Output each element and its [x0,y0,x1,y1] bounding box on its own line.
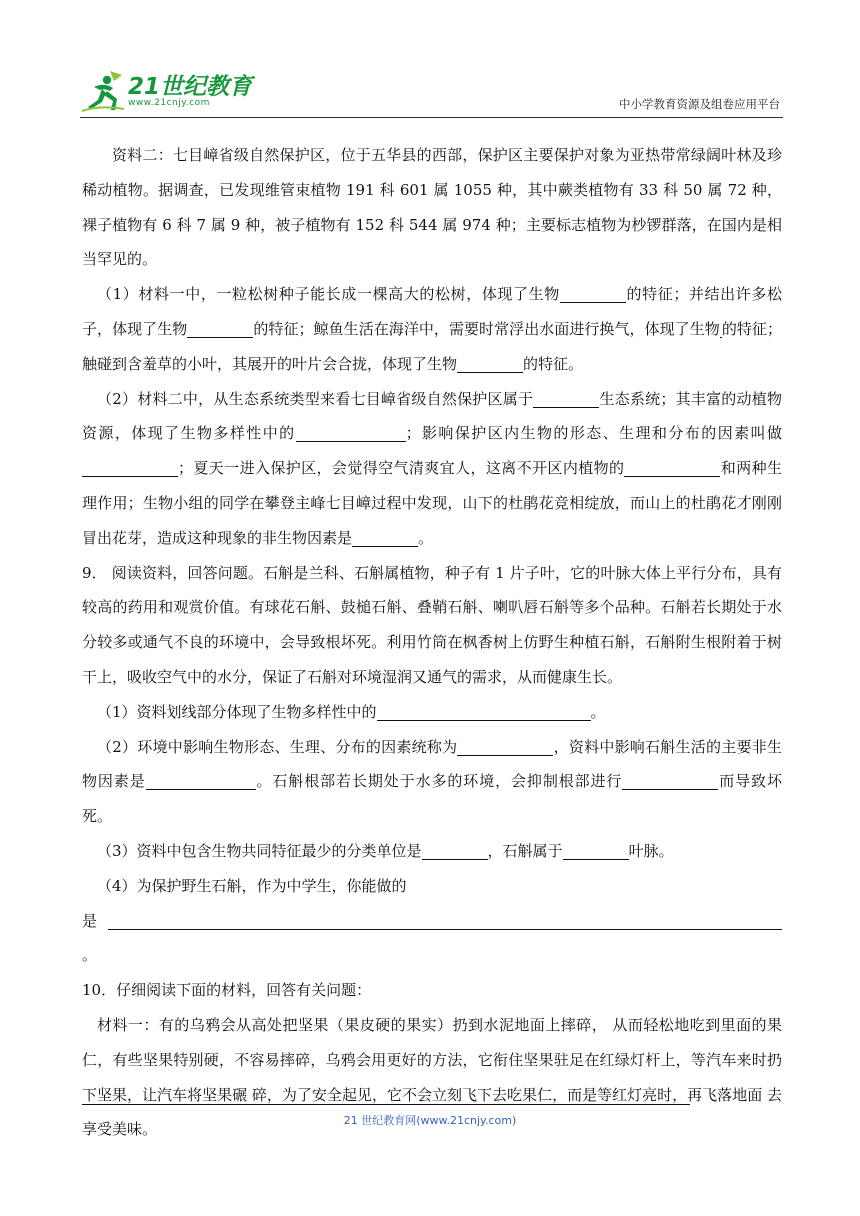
answer-blank[interactable] [108,911,782,930]
question-8-2: （2）材料二中，从生态系统类型来看七目嶂省级自然保护区属于 生态系统；其丰富的动植物资源，体现了生物多样性中的 ；影响保护区内生物的形态、生理和分布的因素叫做；夏天一进入保护区，会觉得空气清爽宜人，这离不开区内植物的 和两种生理作用；生物小组的同学在攀登主峰七目嶂过程中发现，山下的杜鹃花竞相绽放，而山上的杜鹃花才刚刚冒出花芽，造成这种现象的非生物因素是 。 [82,389,782,547]
logo-wordmark: 21世纪教育 [128,74,253,100]
question-10-material-one: 材料一：有的乌鸦会从高处把坚果（果皮硬的果实）扔到水泥地面上摔碎， 从而轻松地吃到里面的果仁，有些坚果特别硬，不容易摔碎，乌鸦会用更好的方法，它衔住坚果驻足在红绿灯杆上，等汽车来时扔下坚果，让汽车将坚果碾 碎，为了安全起见，它不会立刻飞下去吃果仁，而是等红灯亮时，再飞落地面 去享受美味。 [82,1015,782,1139]
blank[interactable] [560,284,626,303]
question-9-4-answer-line: 是。 [82,904,782,974]
question-9-2: （2）环境中影响生物形态、生理、分布的因素统称为 ，资料中影响石斛生活的主要非生物因素是 。石斛根部若长期处于水多的环境，会抑制根部进行 而导致坏死。 [82,737,782,826]
blank[interactable] [377,702,591,721]
page-header [80,62,780,118]
question-8-1: （1）材料一中，一粒松树种子能长成一棵高大的松树，体现了生物 的特征；并结出许多松子，体现了生物 的特征；鲸鱼生活在海洋中，需要时常浮出水面进行换气，体现了生物 的特征；触碰到含羞草的小叶，其展开的叶片会合拢，体现了生物 的特征。 [82,285,782,373]
blank[interactable] [82,458,178,477]
blank[interactable] [187,319,253,338]
header-divider [80,117,783,118]
blank[interactable] [352,528,418,547]
blank[interactable] [422,841,488,860]
question-9-4: （4）为保护野生石斛，作为中学生，你能做的 [97,876,407,895]
blank[interactable] [457,737,553,756]
blank[interactable] [533,389,599,408]
footer-link[interactable]: 21 世纪教育网(www.21cnjy.com) [343,1114,517,1127]
blank[interactable] [622,771,718,790]
runner-logo-icon [80,69,126,113]
platform-name: 中小学教育资源及组卷应用平台 [619,97,780,111]
question-9-1: （1）资料划线部分体现了生物多样性中的 。 [97,702,606,721]
question-9-3: （3）资料中包含生物共同特征最少的分类单位是 ，石斛属于 叶脉。 [97,841,674,860]
blank[interactable] [296,423,406,442]
material-two: 资料二：七目嶂省级自然保护区，位于五华县的西部，保护区主要保护对象为亚热带常绿阔叶林及珍稀动植物。据调查，已发现维管束植物 191 科 601 属 1055 种，其中蕨类植物有 33 科 50 属 72 种，裸子植物有 6 科 7 属 9 种，被子植物有 152 科 544 属 974 种；主要标志植物为杪锣群落，在国内是相当罕见的。 [82,146,782,269]
blank[interactable] [563,841,629,860]
footer-divider [82,1104,690,1105]
logo-url: www.21cnjy.com [128,98,210,108]
blank[interactable] [146,771,256,790]
blank[interactable] [457,354,523,373]
question-9-intro: 9． 阅读资料，回答问题。石斛是兰科、石斛属植物，种子有 1 片子叶，它的叶脉大体上平行分布，具有较高的药用和观赏价值。有球花石斛、鼓槌石斛、叠鞘石斛、喇叭唇石斛等多个品种。石斛若长期处于水分较多或通气不良的环境中，会导致根坏死。利用竹筒在枫香树上仿野生种植石斛，石斛附生根附着于树干上，吸收空气中的水分，保证了石斛对环境湿润又通气的需求，从而健康生长。 [82,563,782,686]
document-body [82,138,782,1147]
blank[interactable] [624,458,720,477]
brand-logo [80,66,252,116]
question-10-intro: 10．仔细阅读下面的材料，回答有关问题： [82,981,372,1000]
